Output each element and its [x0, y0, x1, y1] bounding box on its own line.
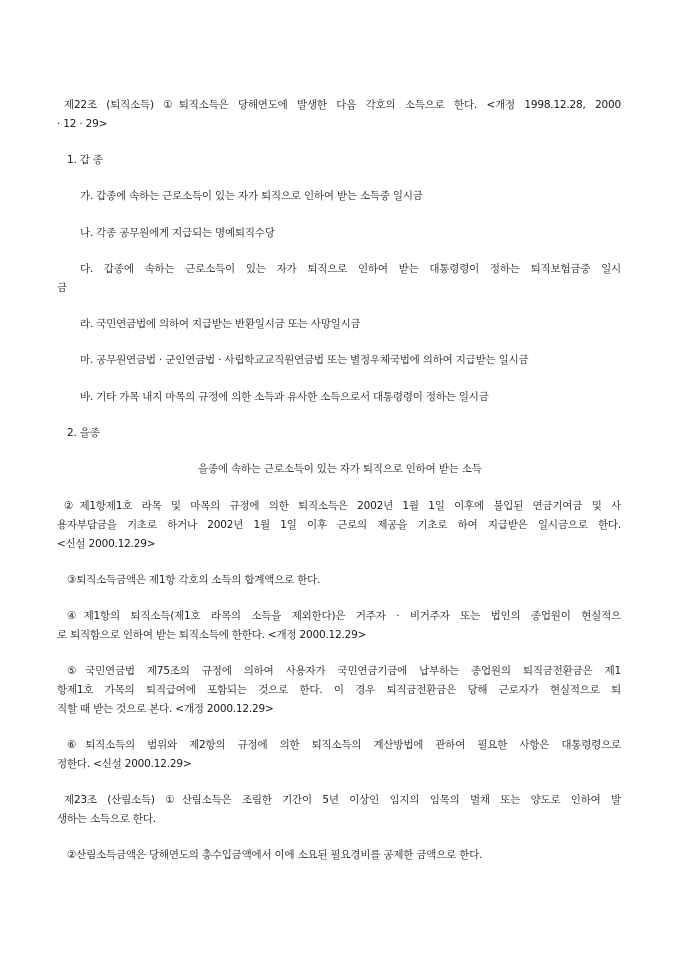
paragraph-6-line2: 정한다. <신설 2000.12.29>	[57, 758, 192, 770]
item-1-ma: 마. 공무원연금법 · 군인연금법 · 사립학교교직원연금법 또는 별정우체국법에 의하여 지급받는 일시금	[80, 354, 529, 366]
paragraph-5-line1: ⑤국민연금법 제75조의 규정에 의하여 사용자가 국민연금기금에 납부하는 종업원의 퇴직금전환금은 제1	[67, 665, 621, 677]
item-2-text: 을종에 속하는 근로소득이 있는 자가 퇴직으로 인하여 받는 소득	[198, 463, 482, 475]
item-1-ga: 가. 갑종에 속하는 근로소득이 있는 자가 퇴직으로 인하여 받는 소득중 일시금	[80, 190, 423, 202]
item-1-ba: 바. 기타 가목 내지 마목의 규정에 의한 소득과 유사한 소득으로서 대통령령이 정하는 일시금	[80, 391, 489, 403]
article22-heading-line1: 제22조 (퇴직소득) ①퇴직소득은 당해연도에 발생한 다음 각호의 소득으로 한다. <개정 1998.12.28, 2000	[64, 99, 621, 111]
paragraph-5-line3: 직할 때 받는 것으로 본다. <개정 2000.12.29>	[57, 703, 274, 715]
item-1-da-line2: 금	[57, 282, 67, 294]
article22-heading-line2: · 12 · 29>	[57, 118, 108, 130]
article23-heading-line2: 생하는 소득으로 한다.	[57, 813, 156, 825]
paragraph-6-line1: ⑥퇴직소득의 범위와 제2항의 규정에 의한 퇴직소득의 계산방법에 관하여 필요한 사항은 대통령령으로	[67, 739, 621, 751]
item-1-title: 1. 갑 종	[67, 154, 103, 166]
paragraph-4-line1: ④제1항의 퇴직소득(제1호 라목의 소득을 제외한다)은 거주자 · 비거주자 또는 법인의 종업원이 현실적으	[67, 610, 621, 622]
item-1-ra: 라. 국민연금법에 의하여 지급받는 반환일시금 또는 사망일시금	[80, 318, 361, 330]
paragraph-2-line1: ②제1항제1호 라목 및 마목의 규정에 의한 퇴직소득은 2002년 1월 1일 이후에 불입된 연금기여금 및 사	[64, 500, 621, 512]
item-1-da-line1: 다. 갑종에 속하는 근로소득이 있는 자가 퇴직으로 인하여 받는 대통령령이 정하는 퇴직보험금중 일시	[80, 263, 621, 275]
item-1-na: 나. 각종 공무원에게 지급되는 명예퇴직수당	[80, 227, 275, 239]
paragraph-5-line2: 항제1호 가목의 퇴직급여에 포함되는 것으로 한다. 이 경우 퇴직금전환금은 당해 근로자가 현실적으로 퇴	[57, 684, 621, 696]
paragraph-2-line3: <신설 2000.12.29>	[57, 538, 156, 550]
paragraph-2-line2: 용자부담금을 기초로 하거나 2002년 1월 1일 이후 근로의 제공을 기초로 하여 지급받은 일시금으로 한다.	[57, 519, 621, 531]
article23-heading-line1: 제23조 (산림소득) ①산림소득은 조림한 기간이 5년 이상인 임지의 임목의 벌채 또는 양도로 인하여 발	[64, 794, 621, 806]
article23-paragraph-2: ②산림소득금액은 당해연도의 총수입금액에서 이에 소요된 필요경비를 공제한 금액으로 한다.	[67, 849, 483, 861]
paragraph-4-line2: 로 퇴직함으로 인하여 받는 퇴직소득에 한한다. <개정 2000.12.29>	[57, 629, 367, 641]
paragraph-3: ③퇴직소득금액은 제1항 각호의 소득의 합계액으로 한다.	[67, 574, 321, 586]
item-2-title: 2. 을종	[67, 427, 100, 439]
